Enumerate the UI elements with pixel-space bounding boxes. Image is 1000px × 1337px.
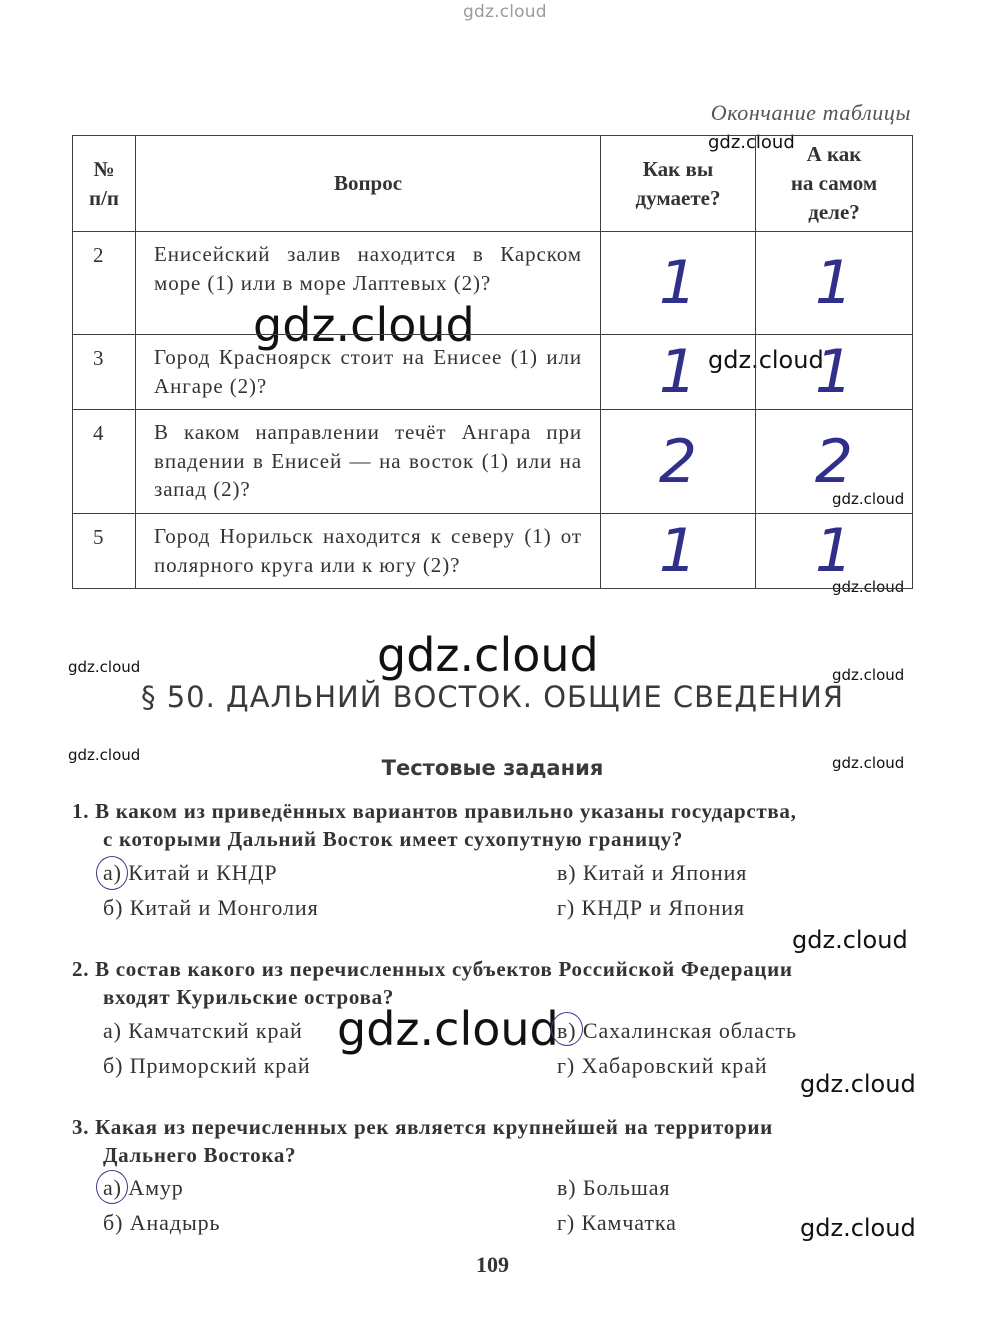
actual-answer-cell — [756, 232, 913, 335]
answer-option[interactable]: в) Китай и Япония — [557, 860, 748, 885]
table-row — [73, 410, 913, 514]
answer-option[interactable]: а) Китай и КНДР — [103, 860, 278, 885]
row-number: 5 — [73, 514, 136, 589]
handwritten-answer: 1 — [814, 516, 854, 586]
question-text-line: 2. В состав какого из перечисленных субъектов Российской Федерации — [72, 957, 793, 981]
handwritten-answer: 2 — [658, 426, 698, 497]
guess-answer-cell — [601, 514, 756, 589]
question-text-line: 3. Какая из перечисленных рек является крупнейшей на территории — [72, 1115, 773, 1139]
section-title: § 50. ДАЛЬНИЙ ВОСТОК. ОБЩИЕ СВЕДЕНИЯ — [141, 680, 844, 714]
table-caption: Окончание таблицы — [710, 100, 911, 125]
table-row — [73, 514, 913, 589]
handwritten-answer: 1 — [658, 516, 698, 586]
handwritten-answer: 1 — [658, 337, 698, 407]
actual-answer-cell — [756, 410, 913, 514]
answer-option[interactable]: в) Сахалинская область — [557, 1018, 797, 1043]
answer-option[interactable]: а) Камчатский край — [103, 1018, 303, 1043]
answer-option[interactable]: в) Большая — [557, 1175, 671, 1200]
handwritten-answer: 1 — [814, 248, 854, 318]
question-text-line: входят Курильские острова? — [103, 985, 395, 1009]
test-question — [72, 1113, 912, 1169]
header-question: Вопрос — [136, 136, 601, 232]
actual-answer-cell — [756, 514, 913, 589]
header-guess: Как вы думаете? — [601, 136, 756, 232]
questions-table — [72, 135, 913, 589]
header-actual: А как на самом деле? — [756, 136, 913, 232]
answer-option[interactable]: б) Приморский край — [103, 1053, 311, 1078]
answer-option[interactable]: а) Амур — [103, 1175, 184, 1200]
watermark: gdz.cloud — [832, 578, 905, 596]
test-question — [72, 797, 912, 853]
watermark: gdz.cloud — [68, 746, 141, 764]
watermark: gdz.cloud — [337, 1002, 559, 1056]
handwritten-answer: 2 — [814, 426, 854, 497]
selected-answer-circle — [551, 1012, 583, 1046]
row-question: В каком направлении течёт Ангара при впадении в Енисей — на восток (1) или на запад (2)? — [136, 410, 601, 514]
watermark: gdz.cloud — [708, 132, 795, 153]
answer-option[interactable]: г) КНДР и Япония — [557, 895, 745, 920]
watermark: gdz.cloud — [792, 926, 908, 954]
row-question: Город Красноярск стоит на Енисее (1) или Ангаре (2)? — [136, 335, 601, 410]
handwritten-answer: 1 — [658, 248, 698, 318]
answer-option[interactable]: б) Анадырь — [103, 1210, 221, 1235]
actual-answer-cell — [756, 335, 913, 410]
watermark: gdz.cloud — [708, 346, 824, 374]
selected-answer-circle — [96, 856, 128, 890]
watermark: gdz.cloud — [832, 666, 905, 684]
question-text-line: с которыми Дальний Восток имеет сухопутную границу? — [103, 827, 684, 851]
page-number: 109 — [476, 1252, 509, 1277]
question-text-line: 1. В каком из приведённых вариантов правильно указаны государства, — [72, 799, 797, 823]
answer-option[interactable]: г) Камчатка — [557, 1210, 677, 1235]
guess-answer-cell — [601, 232, 756, 335]
row-number: 3 — [73, 335, 136, 410]
test-question — [72, 955, 912, 1011]
table-row — [73, 232, 913, 335]
watermark: gdz.cloud — [377, 628, 599, 682]
row-number: 2 — [73, 232, 136, 335]
row-number: 4 — [73, 410, 136, 514]
subsection-title: Тестовые задания — [381, 756, 604, 780]
row-question: Енисейский залив находится в Карском море (1) или в море Лаптевых (2)? — [136, 232, 601, 335]
guess-answer-cell — [601, 335, 756, 410]
header-number: № п/п — [73, 136, 136, 232]
table-row — [73, 335, 913, 410]
watermark: gdz.cloud — [253, 298, 475, 352]
watermark: gdz.cloud — [832, 490, 905, 508]
watermark: gdz.cloud — [832, 754, 905, 772]
watermark: gdz.cloud — [463, 2, 547, 22]
watermark: gdz.cloud — [800, 1070, 916, 1098]
watermark: gdz.cloud — [68, 658, 141, 676]
guess-answer-cell — [601, 410, 756, 514]
table-header-row — [73, 136, 913, 232]
answer-option[interactable]: г) Хабаровский край — [557, 1053, 768, 1078]
question-text-line: Дальнего Востока? — [103, 1143, 297, 1167]
row-question: Город Норильск находится к северу (1) от полярного круга или к югу (2)? — [136, 514, 601, 589]
selected-answer-circle — [96, 1170, 128, 1204]
handwritten-answer: 1 — [814, 337, 854, 407]
answer-option[interactable]: б) Китай и Монголия — [103, 895, 319, 920]
watermark: gdz.cloud — [800, 1214, 916, 1242]
